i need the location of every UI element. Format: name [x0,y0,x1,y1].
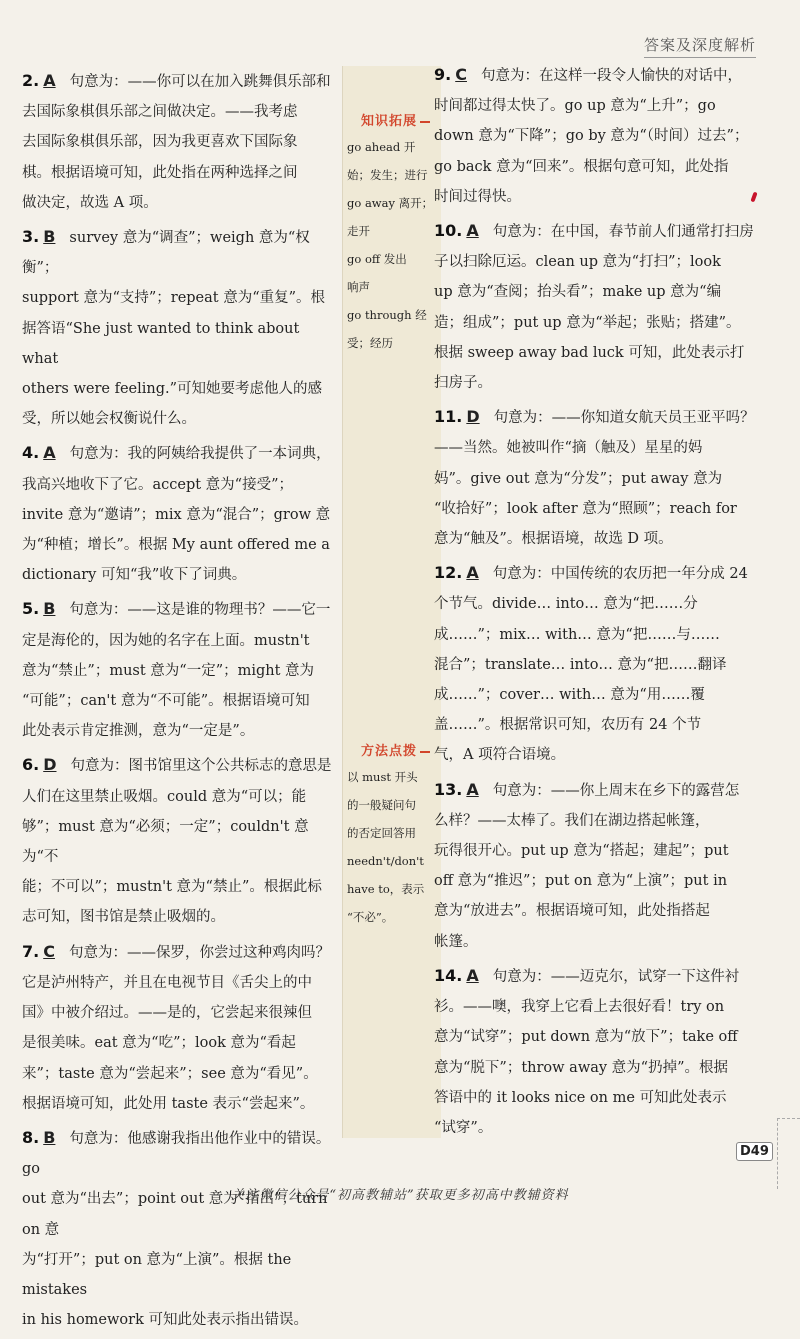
question-number: 11. [434,407,463,427]
explanation-text: 人们在这里禁止吸烟。could 意为“可以；能 [22,788,307,805]
explanation-line [22,812,340,872]
explanation-line [434,216,764,247]
explanation-line [22,902,340,932]
explanation-text: 句意为：——保罗，你尝过这种鸡肉吗？ [68,944,330,961]
explanation-line [22,222,340,283]
question-number: 8. [22,1127,40,1147]
answer-letter: B [43,227,56,247]
explanation-line [22,530,340,560]
explanation-text: 做决定，故选 A 项。 [22,194,158,211]
question-item [22,750,340,932]
explanation-line [434,740,764,770]
explanation-text: 根据语境可知，此处用 taste 表示“尝起来”。 [22,1095,315,1112]
tip-line: 受；经历 [347,336,393,350]
explanation-line [22,66,340,97]
explanation-line [22,1245,340,1305]
question-number: 12. [434,563,463,583]
question-item [434,558,764,770]
question-item [22,222,340,434]
explanation-text: 玩得很开心。put up 意为“搭起；建起”；put [434,843,729,860]
explanation-text: 答语中的 it looks nice on me 可知此处表示 [434,1089,727,1106]
explanation-line [434,710,764,740]
answer-letter: B [43,1127,56,1147]
answer-letter: C [455,65,467,84]
explanation-text: 句意为：我的阿姨给我提供了一本词典， [69,446,331,463]
explanation-text: 句意为：——你可以在加入跳舞俱乐部和 [69,74,331,90]
explanation-text: 国》中被介绍过。——是的，它尝起来很辣但 [22,1005,312,1022]
explanation-text: invite 意为“邀请”；mix 意为“混合”；grow 意 [22,506,331,523]
explanation-line [22,97,340,127]
explanation-text: out 意为“出去”；point out 意为“指出”；turn on 意 [22,1191,328,1238]
answer-letter: B [43,599,56,619]
explanation-line [434,620,764,650]
question-number: 9. [434,65,452,84]
explanation-line [22,1305,340,1335]
explanation-text: ——当然。她被叫作“摘（触及）星星的妈 [434,440,703,457]
explanation-text: 成……”；mix… with… 意为“把……与…… [434,626,720,643]
explanation-line [22,1089,340,1119]
explanation-line [22,626,340,656]
explanation-text: go back 意为“回来”。根据句意可知，此处指 [434,158,729,175]
explanation-line [22,656,340,686]
explanation-text: 句意为：他感谢我指出他作业中的错误。go [22,1130,331,1178]
explanation-line [434,1053,764,1083]
explanation-line [434,1022,764,1052]
explanation-line [434,308,764,338]
explanation-text: 意为“试穿”；put down 意为“放下”；take off [434,1029,738,1046]
sidebar [342,66,441,1138]
explanation-line [434,1113,764,1143]
explanation-line [22,158,340,188]
explanation-text: down 意为“下降”；go by 意为“（时间）过去”； [434,128,749,145]
answer-letter: A [466,563,479,583]
explanation-line [22,283,340,313]
explanation-text: 句意为：在这样一段令人愉快的对话中， [480,68,742,84]
explanation-line [22,127,340,157]
question-number: 5. [22,599,40,619]
explanation-line [434,524,764,554]
right-column [434,60,764,1147]
tip-line: 始；发生；进行 [347,168,428,182]
explanation-line [22,968,340,998]
explanation-line [434,927,764,957]
explanation-line [22,594,340,625]
explanation-line [22,782,340,812]
explanation-line [434,650,764,680]
explanation-line [434,494,764,524]
explanation-text: 句意为：图书馆里这个公共标志的意思是 [70,758,332,775]
explanation-line [434,277,764,307]
explanation-text: 混合”；translate… into… 意为“把……翻译 [434,656,727,673]
explanation-line [22,188,340,218]
explanation-text: 志可知，图书馆是禁止吸烟的。 [22,909,225,926]
question-item [22,438,340,590]
explanation-text: 成……”；cover… with… 意为“用……覆 [434,687,705,704]
explanation-text: 够”；must 意为“必须；一定”；couldn't 意为“不 [22,818,309,866]
explanation-line [434,775,764,806]
tip-line: 走开 [347,224,370,238]
explanation-text: 个节气。divide… into… 意为“把……分 [434,596,698,613]
tip-line: 响声 [347,280,370,294]
explanation-text: 造；组成”；put up 意为“举起；张贴；搭建”。 [434,314,741,331]
explanation-text: 衫。——噢，我穿上它看上去很好看！try on [434,999,725,1016]
explanation-line [22,750,340,781]
explanation-line [434,433,764,463]
question-number: 14. [434,965,463,985]
explanation-line [434,992,764,1022]
explanation-text: 来”；taste 意为“尝起来”；see 意为“看见”。 [22,1065,318,1082]
tip-title: 知识拓展 [361,110,437,129]
explanation-line [22,470,340,500]
explanation-line [434,338,764,368]
tip-knowledge-extension [343,106,441,357]
explanation-text: 句意为：——你知道女航天员王亚平吗？ [493,410,755,427]
page-number: D49 [736,1142,773,1161]
tip-line: “不必”。 [347,910,394,924]
explanation-line [434,558,764,589]
tip-line: go away 离开； [347,196,434,210]
explanation-text: 妈”。give out 意为“分发”；put away 意为 [434,470,723,487]
explanation-text: others were feeling.”可知她要考虑他人的感 [22,381,323,398]
explanation-line [22,374,340,404]
question-item [22,594,340,746]
tip-line: go off 发出 [347,252,407,266]
explanation-text: 句意为：——你上周末在乡下的露营怎 [492,782,740,799]
question-item [434,961,764,1143]
explanation-text: 它是泸州特产，并且在电视节目《舌尖上的中 [22,974,312,991]
explanation-text: support 意为“支持”；repeat 意为“重复”。根 [22,290,326,307]
explanation-line [434,121,764,151]
question-item [22,1123,340,1335]
question-item [434,216,764,398]
explanation-line [434,1083,764,1113]
tip-line: go ahead 开 [347,140,416,154]
question-number: 7. [22,941,40,961]
explanation-text: 意为“禁止”；must 意为“一定”；might 意为 [22,662,315,679]
explanation-text: 时间过得快。 [434,188,521,205]
question-number: 10. [434,221,463,241]
explanation-text: 帐篷。 [434,933,478,950]
explanation-text: 子以扫除厄运。clean up 意为“打扫”；look [434,254,721,271]
explanation-line [434,464,764,494]
explanation-text: 意为“触及”。根据语境，故选 D 项。 [434,531,673,548]
question-item [22,937,340,1119]
explanation-text: up 意为“查阅；抬头看”；make up 意为“编 [434,284,722,301]
question-number: 4. [22,443,40,463]
explanation-line [22,438,340,469]
explanation-line [434,806,764,836]
explanation-text: “可能”；can't 意为“不可能”。根据语境可知 [22,693,310,710]
explanation-line [22,560,340,590]
explanation-line [434,91,764,121]
explanation-text: 能；不可以”；mustn't 意为“禁止”。根据此标 [22,879,322,896]
answer-letter: A [43,443,56,463]
footer-note: 关注微信公众号“初高教辅站”获取更多初高中教辅资料 [231,1188,569,1203]
explanation-line [434,896,764,926]
explanation-text: off 意为“推迟”；put on 意为“上演”；put in [434,873,728,890]
explanation-text: 时间都过得太快了。go up 意为“上升”；go [434,98,716,115]
question-number: 3. [22,227,40,247]
explanation-line [434,866,764,896]
explanation-text: 盖……”。根据常识可知，农历有 24 个节 [434,717,702,734]
explanation-text: 为“打开”；put on 意为“上演”。根据 the mistakes [22,1251,292,1298]
question-number: 6. [22,755,40,775]
explanation-line [22,314,340,374]
tip-line: 的否定回答用 [347,826,416,840]
explanation-text: 句意为：在中国，春节前人们通常打扫房 [492,224,754,241]
question-item [434,60,764,212]
explanation-line [22,1028,340,1058]
explanation-line [22,500,340,530]
explanation-line [434,836,764,866]
explanation-line [434,60,764,91]
answer-letter: A [466,221,479,241]
explanation-text: 扫房子。 [434,375,492,392]
explanation-text: 句意为：——迈克尔，试穿一下这件衬 [492,968,740,985]
explanation-text: 棋。根据语境可知，此处指在两种选择之间 [22,164,298,181]
explanation-text: “试穿”。 [434,1119,493,1136]
answer-letter: A [466,965,479,985]
question-item [434,402,764,554]
tip-title: 方法点拨 [361,740,430,759]
explanation-line [434,247,764,277]
explanation-text: dictionary 可知“我”收下了词典。 [22,567,247,584]
tip-line: needn't/don't [347,854,424,868]
answer-letter: A [466,779,479,799]
explanation-line [434,182,764,212]
left-column [22,66,340,1339]
explanation-text: 意为“放进去”。根据语境可知，此处指搭起 [434,903,710,920]
answer-letter: D [466,407,480,427]
explanation-line [434,961,764,992]
explanation-line [434,152,764,182]
explanation-line [22,716,340,746]
explanation-text: 是很美味。eat 意为“吃”；look 意为“看起 [22,1035,296,1052]
answer-letter: C [43,941,55,961]
page-edge-mark [777,1118,800,1189]
explanation-text: in his homework 可知此处表示指出错误。 [22,1312,308,1329]
answer-letter: D [43,755,57,775]
tip-line: go through 经 [347,308,427,322]
question-item [434,775,764,957]
explanation-line [434,589,764,619]
tip-method [343,736,434,931]
page-header: 答案及深度解析 [644,34,756,58]
explanation-text: 我高兴地收下了它。accept 意为“接受”； [22,476,294,493]
question-number: 13. [434,779,463,799]
explanation-line [22,404,340,434]
explanation-text: 意为“脱下”；throw away 意为“扔掉”。根据 [434,1059,728,1076]
explanation-text: 去国际象棋俱乐部，因为我更喜欢下国际象 [22,134,298,151]
explanation-line [22,998,340,1028]
explanation-text: 此处表示肯定推测，意为“一定是”。 [22,723,255,740]
explanation-line [22,872,340,902]
explanation-line [22,686,340,716]
explanation-text: 么样？——太棒了。我们在湖边搭起帐篷， [434,812,710,829]
explanation-text: 句意为：中国传统的农历把一年分成 24 [492,566,748,583]
explanation-line [22,1123,340,1184]
explanation-text: 气，A 项符合语境。 [434,747,566,764]
explanation-text: 去国际象棋俱乐部之间做决定。——我考虑 [22,104,298,121]
answer-letter: A [43,71,56,90]
explanation-text: survey 意为“调查”；weigh 意为“权衡”； [22,230,310,277]
question-number: 2. [22,71,40,90]
explanation-line [22,937,340,968]
explanation-line [434,368,764,398]
tip-line: 以 must 开头 [347,770,418,784]
question-item [22,66,340,218]
explanation-text: 定是海伦的，因为她的名字在上面。mustn't [22,632,310,649]
explanation-text: 根据 sweep away bad luck 可知，此处表示打 [434,344,745,361]
explanation-line [434,402,764,433]
explanation-text: “收拾好”；look after 意为“照顾”；reach for [434,500,737,517]
explanation-line [434,680,764,710]
explanation-text: 为“种植；增长”。根据 My aunt offered me a [22,537,330,554]
explanation-text: 受，所以她会权衡说什么。 [22,411,196,428]
explanation-line [22,1059,340,1089]
explanation-text: 据答语“She just wanted to think about what [22,320,300,367]
tip-line: 的一般疑问句 [347,798,416,812]
explanation-text: 句意为：——这是谁的物理书？——它一 [69,602,331,619]
tip-line: have to，表示 [347,882,425,896]
